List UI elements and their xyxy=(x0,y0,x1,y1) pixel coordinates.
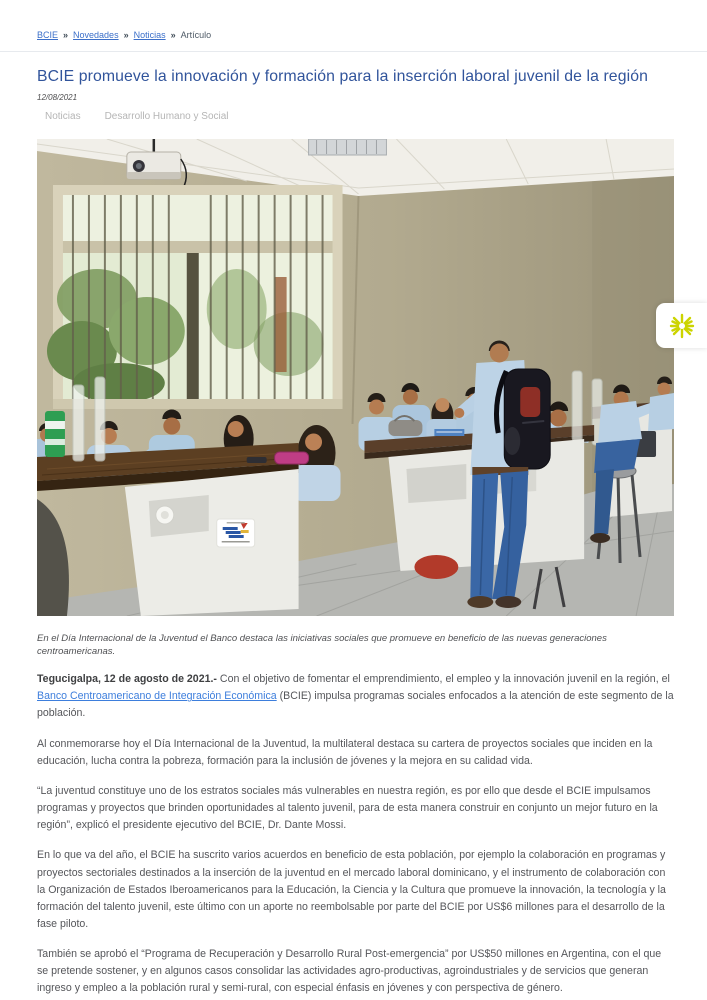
hero-figure xyxy=(37,139,674,659)
paragraph-4: En lo que va del año, el BCIE ha suscrito varios acuerdos en beneficio de esta población, por ejemplo la colaboración en programas y proyectos sectoriales destinados a la inserción de la juventud en el mercado laboral dominicano, y el instrumento de colaboración con la Organización de Estados Iberoamericanos para la Educación, la Ciencia y la Cultura que promueve la innovación, la tecnología y la formación del talento juvenil, este último con un aporte no reembolsable por parte del BCIE por US$6 millones para el desarrollo de la fase piloto. xyxy=(37,849,666,930)
page-title: BCIE promueve la innovación y formación para la inserción laboral juvenil de la región xyxy=(37,68,648,85)
paragraph-5: También se aprobó el “Programa de Recuperación y Desarrollo Rural Post-emergencia” por US$50 millones en Argentina, con el que se pretende sostener, y en algunos casos consolidar las actividades agro-productivas, agroindustriales y de servicios que generan ingreso y empleo a la población rural y semi-rural, con especial énfasis en jóvenes y con perspectiva de género. xyxy=(37,948,662,995)
breadcrumb-link-bcie[interactable]: BCIE xyxy=(37,30,59,40)
paragraph-1-text-after: (BCIE) impulsa programas sociales enfocados a la atención de este segmento de la población. xyxy=(37,690,674,720)
article-tags xyxy=(45,111,674,122)
article-date: 12/08/2021 xyxy=(37,92,78,102)
article-content xyxy=(0,67,707,998)
breadcrumb-separator: » xyxy=(170,30,176,40)
accessibility-widget-button[interactable] xyxy=(656,303,707,348)
hero-image xyxy=(37,139,674,616)
breadcrumb-link-novedades[interactable]: Novedades xyxy=(73,30,119,40)
tag-noticias[interactable]: Noticias xyxy=(45,110,81,122)
header-divider xyxy=(0,51,707,52)
breadcrumb-current: Artículo xyxy=(180,30,212,40)
tag-desarrollo-humano-y-social[interactable]: Desarrollo Humano y Social xyxy=(104,110,229,122)
dateline: Tegucigalpa, 12 de agosto de 2021.- xyxy=(37,673,217,686)
breadcrumb-separator: » xyxy=(63,30,69,40)
breadcrumb xyxy=(0,0,707,51)
paragraph-1-text: Con el objetivo de fomentar el emprendimiento, el empleo y la innovación juvenil en la región, el xyxy=(216,673,670,686)
asterisk-icon xyxy=(669,313,695,339)
bcie-inline-link[interactable]: Banco Centroamericano de Integración Económica xyxy=(37,690,277,703)
paragraph-2: Al conmemorarse hoy el Día Internacional de la Juventud, la multilateral destaca su cartera de proyectos sociales que inciden en la educación, lucha contra la pobreza, formación para la inclusión de jóvenes y la mejora en su calidad vida. xyxy=(37,737,653,767)
breadcrumb-link-noticias[interactable]: Noticias xyxy=(133,30,166,40)
paragraph-1 xyxy=(37,671,674,722)
image-caption: En el Día Internacional de la Juventud el Banco destaca las iniciativas sociales que promueve en beneficio de las nuevas generaciones centroamericanas. xyxy=(37,632,607,657)
breadcrumb-separator: » xyxy=(123,30,129,40)
classroom-photo xyxy=(37,139,674,616)
paragraph-3: “La juventud constituye uno de los estratos sociales más vulnerables en nuestra región, es por ello que desde el BCIE impulsamos programas y proyectos que brinden oportunidades al talento juvenil, para de esta manera construir en conjunto un mejor futuro en la región”, explicó el presidente ejecutivo del BCIE, Dr. Dante Mossi. xyxy=(37,784,658,832)
